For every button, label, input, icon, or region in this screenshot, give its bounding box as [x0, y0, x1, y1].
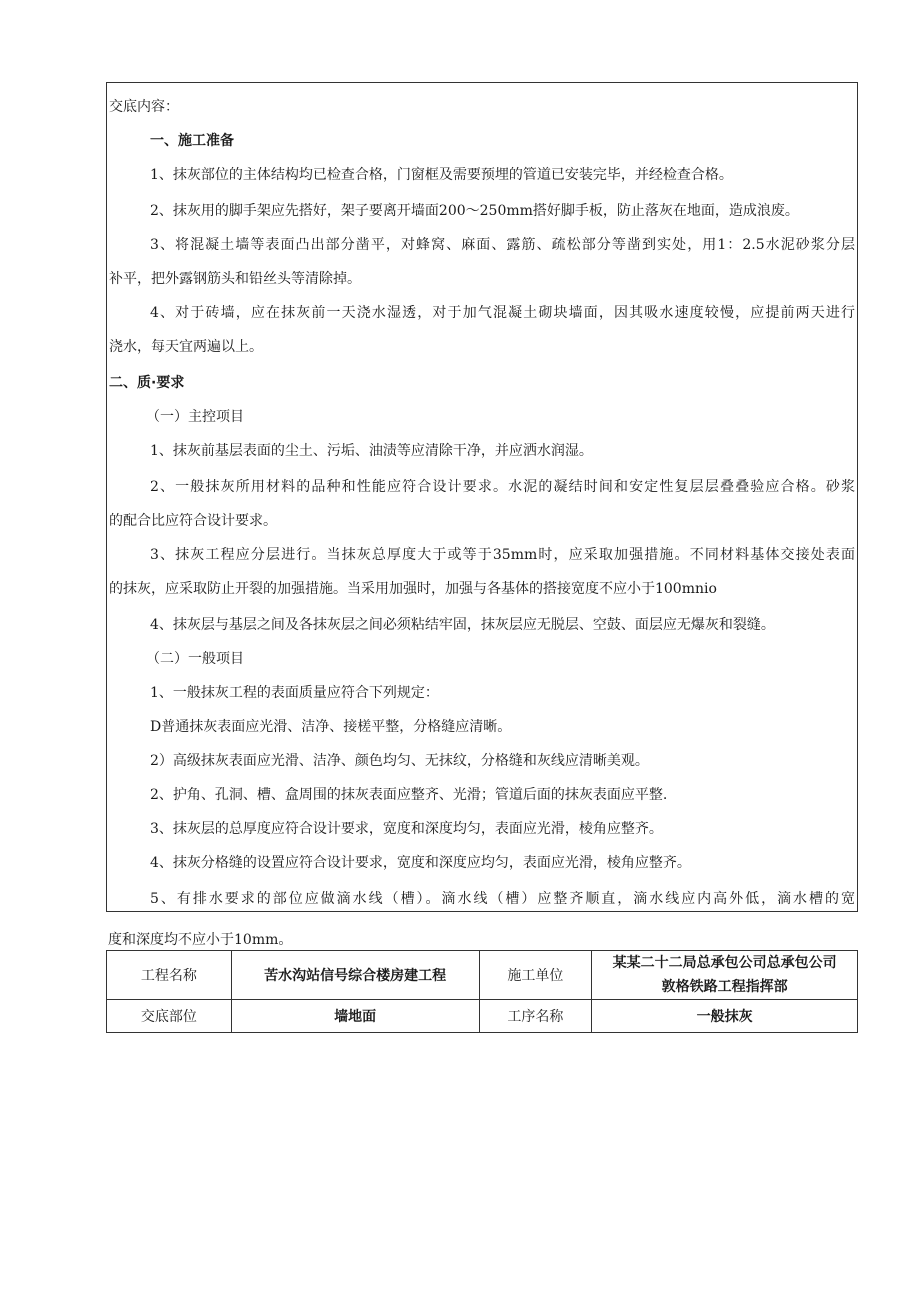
- s1-item2: 2、抹灰用的脚手架应先搭好，架子要离开墙面200～250mm搭好脚手板，防止落灰在地面，造成浪废。: [150, 203, 799, 219]
- g-item1-2: 2）高级抹灰表面应光滑、洁净、颜色均匀、无抹纹，分格缝和灰线应清晰美观。: [150, 753, 649, 769]
- g-item1-1: D普通抹灰表面应光滑、洁净、接槎平整，分格缝应清晰。: [150, 719, 512, 735]
- s1-item1: 1、抹灰部位的主体结构均已检查合格，门窗框及需要预埋的管道已安装完毕，并经检查合格。: [150, 167, 733, 183]
- process-name-value: 一般抹灰: [592, 1000, 858, 1033]
- sub1-title: （一）主控项目: [146, 409, 244, 425]
- section2-title: 二、质·要求: [109, 375, 185, 391]
- table-row: [107, 1000, 858, 1033]
- project-info-table: [106, 950, 858, 1033]
- disclosure-location-label: 交底部位: [107, 1000, 232, 1033]
- g-item4: 4、抹灰分格缝的设置应符合设计要求，宽度和深度应均匀，表面应光滑，棱角应整齐。: [150, 855, 691, 871]
- s1-item3-line1: 3、将混凝土墙等表面凸出部分凿平，对蜂窝、麻面、露筋、疏松部分等凿到实处，用1：2.5水泥砂浆分层: [150, 237, 855, 253]
- g-item5-line2: 度和深度均不应小于10mm。: [108, 932, 293, 948]
- section1-title: 一、施工准备: [150, 133, 234, 149]
- construction-unit-line2: 敦格铁路工程指挥部: [661, 979, 788, 995]
- construction-unit-label: 施工单位: [479, 951, 592, 1000]
- g-item1: 1、一般抹灰工程的表面质量应符合下列规定：: [150, 685, 439, 701]
- project-name-value: 苦水沟站信号综合楼房建工程: [231, 951, 479, 1000]
- g-item2: 2、护角、孔洞、槽、盒周围的抹灰表面应整齐、光滑；管道后面的抹灰表面应平整.: [150, 787, 668, 803]
- project-name-label: 工程名称: [107, 951, 232, 1000]
- construction-unit-line1: 某某二十二局总承包公司总承包公司: [612, 955, 837, 971]
- g-item3: 3、抹灰层的总厚度应符合设计要求，宽度和深度均匀，表面应光滑，棱角应整齐。: [150, 821, 663, 837]
- g-item5-line1: 5、有排水要求的部位应做滴水线（槽）。滴水线（槽）应整齐顺直，滴水线应内高外低，滴水槽的宽: [150, 891, 855, 907]
- table-row: [107, 951, 858, 1000]
- m-item2-line1: 2、一般抹灰所用材料的品种和性能应符合设计要求。水泥的凝结时间和安定性复层层叠叠验应合格。砂浆: [150, 479, 855, 495]
- process-name-label: 工序名称: [479, 1000, 592, 1033]
- intro-label: 交底内容：: [109, 99, 179, 115]
- s1-item4-line1: 4、对于砖墙，应在抹灰前一天浇水湿透，对于加气混凝土砌块墙面，因其吸水速度较慢，应提前两天进行: [150, 305, 855, 321]
- s1-item3-line2: 补平，把外露钢筋头和铅丝头等清除掉。: [109, 271, 361, 287]
- m-item1: 1、抹灰前基层表面的尘土、污垢、油渍等应清除干净，并应洒水润湿。: [150, 443, 593, 459]
- m-item2-line2: 的配合比应符合设计要求。: [109, 513, 277, 529]
- s1-item4-line2: 浇水，每天宜两遍以上。: [109, 339, 263, 355]
- m-item4: 4、抹灰层与基层之间及各抹灰层之间必须粘结牢固，抹灰层应无脱层、空鼓、面层应无爆灰和裂缝。: [150, 617, 775, 633]
- disclosure-content-box: [106, 82, 858, 912]
- m-item3-line1: 3、抹灰工程应分层进行。当抹灰总厚度大于或等于35mm时，应采取加强措施。不同材料基体交接处表面: [150, 547, 855, 563]
- construction-unit-value: [592, 951, 858, 1000]
- disclosure-location-value: 墙地面: [231, 1000, 479, 1033]
- sub2-title: （二）一般项目: [146, 651, 244, 667]
- m-item3-line2: 的抹灰，应采取防止开裂的加强措施。当采用加强时，加强与各基体的搭接宽度不应小于100mnio: [109, 581, 717, 597]
